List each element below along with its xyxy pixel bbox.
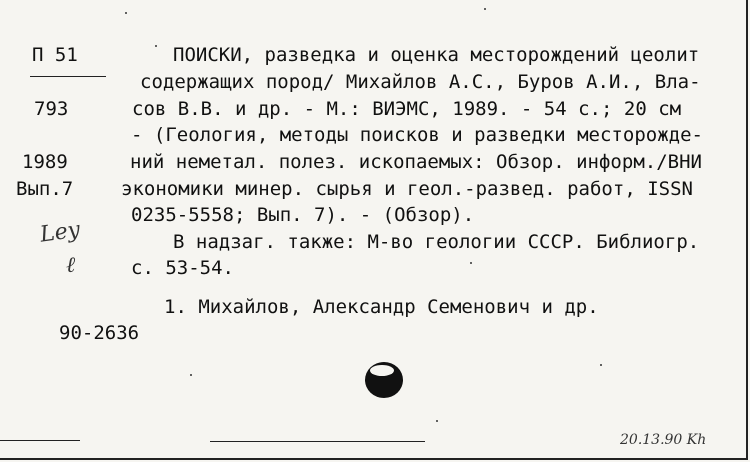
- accession-number: 90-2636: [59, 322, 140, 344]
- speck: [125, 12, 127, 14]
- entry-line-4: - (Геология, методы поисков и разведки месторожде-: [131, 124, 703, 146]
- publication-year: 1989: [22, 151, 68, 173]
- speck: [155, 45, 157, 47]
- bottom-rule-center: [210, 441, 425, 442]
- code-number: 793: [34, 98, 69, 120]
- entry-line-3: сов В.В. и др. - М.: ВИЭМС, 1989. - 54 с.; 20 см: [132, 98, 682, 120]
- speck: [600, 364, 602, 366]
- speck: [436, 420, 438, 422]
- entry-line-6: экономики минер. сырья и геол.-развед. работ, ISSN: [121, 178, 693, 200]
- punch-hole: [365, 362, 403, 398]
- call-number: П 51: [32, 44, 78, 66]
- entry-line-1: ПОИСКИ, разведка и оценка месторождений цеолит: [173, 44, 700, 66]
- call-number-underline: [30, 76, 106, 77]
- entry-line-7: 0235-5558; Вып. 7). - (Обзор).: [131, 204, 475, 226]
- speck: [484, 8, 486, 10]
- speck: [470, 262, 472, 264]
- tracing-entry: 1. Михайлов, Александр Семенович и др.: [164, 296, 599, 318]
- date-stamp: 20.13.90 Kh: [620, 432, 707, 448]
- entry-line-2: содержащих пород/ Михайлов А.С., Буров А.И., Вла-: [140, 71, 701, 93]
- handwritten-mark: ℓ: [66, 253, 76, 278]
- entry-line-5: ний неметал. полез. ископаемых: Обзор. информ./ВНИ: [130, 151, 702, 173]
- speck: [190, 374, 192, 376]
- entry-line-9: с. 53-54.: [131, 257, 234, 279]
- issue-number: Вып.7: [16, 178, 74, 200]
- bottom-rule-left: [0, 440, 80, 441]
- handwritten-note: Ley: [38, 217, 82, 248]
- entry-line-8: В надзаг. также: М-во геологии СССР. Библиогр.: [173, 231, 700, 253]
